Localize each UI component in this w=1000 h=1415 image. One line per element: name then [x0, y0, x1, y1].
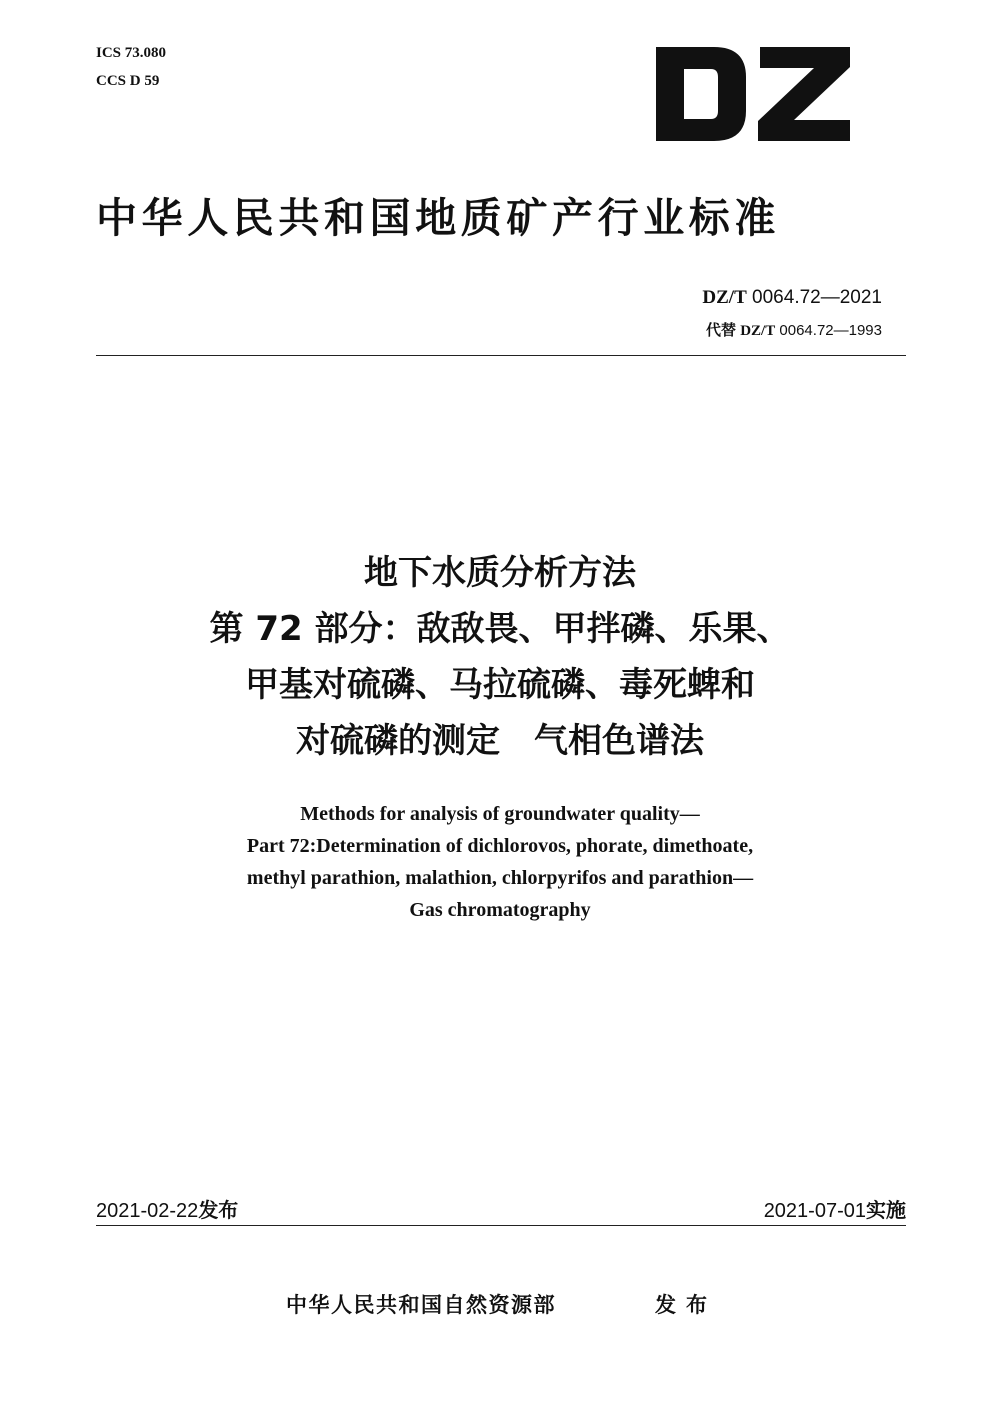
publish-date-value: 2021-02-22: [96, 1200, 199, 1222]
dz-logo: [656, 47, 850, 141]
industry-standard-title: 中华人民共和国地质矿产行业标准: [96, 194, 780, 242]
implement-date: [764, 1195, 906, 1226]
publish-label: 发布: [655, 1293, 717, 1317]
replaces-label: 代替: [706, 321, 737, 339]
standard-number: [702, 286, 882, 310]
chinese-title-line: 甲基对硫磷、马拉硫磷、毒死蜱和: [245, 665, 755, 705]
replaces-number-value: 0064.72—1993: [779, 322, 882, 339]
standard-code-prefix: DZ/T: [702, 287, 747, 308]
implement-date-suffix: 实施: [866, 1198, 906, 1222]
english-title-line: Methods for analysis of groundwater quality—: [300, 803, 700, 825]
date-row: [96, 1195, 906, 1225]
english-title: [60, 798, 940, 926]
publish-date-suffix: 发布: [198, 1198, 239, 1222]
implement-date-value: 2021-07-01: [763, 1200, 866, 1222]
publisher-name: 中华人民共和国自然资源部: [286, 1293, 556, 1317]
publish-date: [96, 1195, 238, 1226]
english-title-line: Gas chromatography: [409, 899, 591, 921]
footer-divider: [96, 1225, 906, 1226]
replaces-standard: [706, 320, 882, 341]
chinese-title-line: 第 72 部分：敌敌畏、甲拌磷、乐果、: [209, 609, 791, 649]
chinese-title-line: 地下水质分析方法: [364, 553, 636, 593]
english-title-line: Part 72:Determination of dichlorovos, phorate, dimethoate,: [246, 835, 754, 857]
english-title-line: methyl parathion, malathion, chlorpyrifos and parathion—: [246, 867, 754, 889]
replaces-code-prefix: DZ/T: [740, 323, 776, 339]
ics-code: ICS 73.080: [96, 45, 167, 61]
standard-number-value: 0064.72—2021: [752, 287, 882, 308]
chinese-title-line: 对硫磷的测定 气相色谱法: [296, 721, 704, 761]
header-divider: [96, 355, 906, 356]
ccs-code: CCS D 59: [96, 73, 160, 89]
chinese-title: [60, 545, 940, 769]
